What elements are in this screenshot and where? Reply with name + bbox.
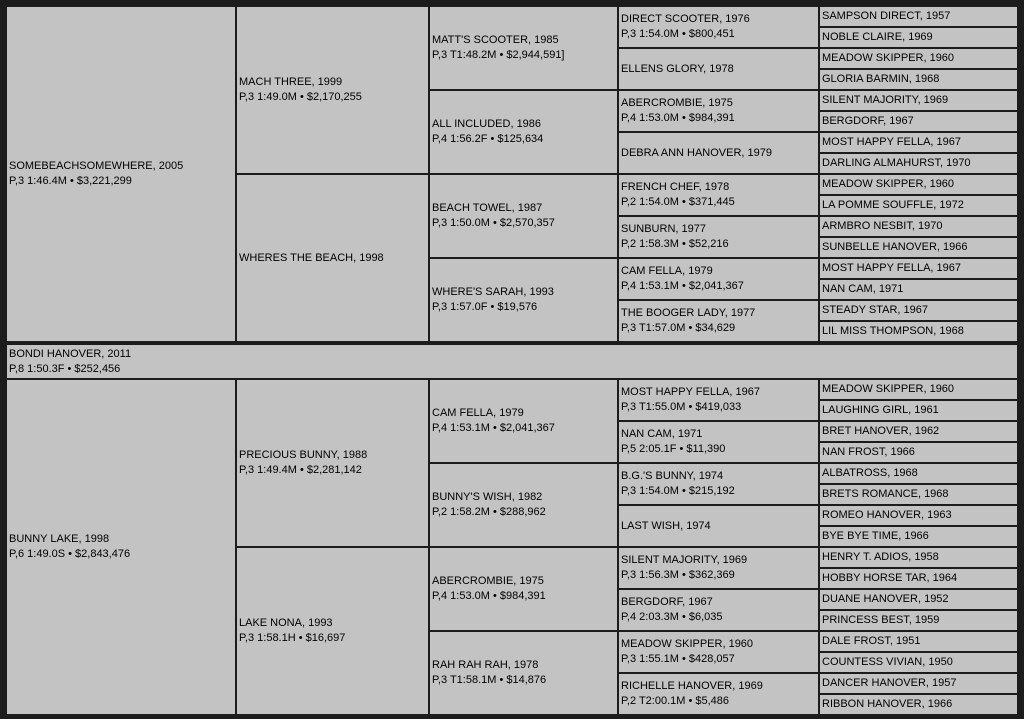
ancestor-gen5 <box>820 443 1017 462</box>
horse-name: BUNNY LAKE, 1998 <box>9 533 110 545</box>
horse-name: WHERES THE BEACH, 1998 <box>239 251 384 264</box>
ancestor-gen5 <box>820 506 1017 525</box>
ancestor-gen5 <box>820 259 1017 278</box>
race-record: P,3 1:55.1M • $428,057 <box>621 653 735 665</box>
horse-name: SUNBELLE HANOVER, 1966 <box>822 241 968 253</box>
race-record: P,4 1:53.0M • $984,391 <box>621 112 735 124</box>
race-record: P,2 1:58.2M • $288,962 <box>432 506 546 518</box>
race-record: P,3 T1:55.0M • $419,033 <box>621 401 742 413</box>
race-record: P,4 1:53.1M • $2,041,367 <box>432 422 555 434</box>
ancestor-gen4 <box>619 7 818 47</box>
ancestor-gen5 <box>820 238 1017 257</box>
horse-name: WHERE'S SARAH, 1993 <box>432 286 554 298</box>
horse-name: BRET HANOVER, 1962 <box>822 425 940 437</box>
horse-name: FRENCH CHEF, 1978 <box>621 181 730 193</box>
horse-name: DANCER HANOVER, 1957 <box>822 677 957 689</box>
ancestor-gen4 <box>619 49 818 89</box>
ancestor-gen5 <box>820 695 1017 714</box>
horse-name: RIBBON HANOVER, 1966 <box>822 698 953 710</box>
horse-name: NAN FROST, 1966 <box>822 446 915 458</box>
ancestor-gen4 <box>619 133 818 173</box>
race-record: P,2 1:58.3M • $52,216 <box>621 238 729 250</box>
horse-name: DALE FROST, 1951 <box>822 635 921 647</box>
ancestor-gen5 <box>820 569 1017 588</box>
ancestor-gen5 <box>820 485 1017 504</box>
ancestor-gen4 <box>619 632 818 672</box>
horse-name: ALBATROSS, 1968 <box>822 467 918 479</box>
race-record: P,4 1:53.0M • $984,391 <box>432 590 546 602</box>
horse-name: LIL MISS THOMPSON, 1968 <box>822 325 964 337</box>
ancestor-gen2 <box>237 548 428 714</box>
race-record: P,3 T1:57.0M • $34,629 <box>621 322 736 334</box>
ancestor-gen5 <box>820 91 1017 110</box>
horse-name: STEADY STAR, 1967 <box>822 304 928 316</box>
ancestor-gen1 <box>7 380 235 714</box>
ancestor-gen5 <box>820 28 1017 47</box>
horse-name: MEADOW SKIPPER, 1960 <box>822 52 955 64</box>
horse-name: CAM FELLA, 1979 <box>621 265 713 277</box>
ancestor-gen5 <box>820 380 1017 399</box>
ancestor-gen1 <box>7 7 235 341</box>
ancestor-gen4 <box>619 548 818 588</box>
horse-name: BEACH TOWEL, 1987 <box>432 202 543 214</box>
horse-name: ABERCROMBIE, 1975 <box>432 575 544 587</box>
ancestor-gen5 <box>820 49 1017 68</box>
ancestor-gen5 <box>820 280 1017 299</box>
horse-name: BERGDORF, 1967 <box>621 596 713 608</box>
subject-horse <box>7 345 1017 378</box>
horse-name: SUNBURN, 1977 <box>621 223 706 235</box>
horse-name: LAST WISH, 1974 <box>621 519 711 532</box>
ancestor-gen5 <box>820 401 1017 420</box>
ancestor-gen5 <box>820 217 1017 236</box>
race-record: P,2 T2:00.1M • $5,486 <box>621 695 730 707</box>
race-record: P,3 1:57.0F • $19,576 <box>432 301 538 313</box>
ancestor-gen3 <box>430 548 617 630</box>
ancestor-gen3 <box>430 91 617 173</box>
race-record: P,3 T1:48.2M • $2,944,591] <box>432 49 565 61</box>
horse-name: LAKE NONA, 1993 <box>239 617 333 629</box>
horse-name: RAH RAH RAH, 1978 <box>432 659 539 671</box>
horse-name: COUNTESS VIVIAN, 1950 <box>822 656 953 668</box>
horse-name: ABERCROMBIE, 1975 <box>621 97 733 109</box>
ancestor-gen4 <box>619 674 818 714</box>
race-record: P,2 1:54.0M • $371,445 <box>621 196 735 208</box>
ancestor-gen4 <box>619 506 818 546</box>
horse-name: DUANE HANOVER, 1952 <box>822 593 949 605</box>
ancestor-gen5 <box>820 301 1017 320</box>
horse-name: ALL INCLUDED, 1986 <box>432 118 542 130</box>
horse-name: SOMEBEACHSOMEWHERE, 2005 <box>9 160 184 172</box>
horse-name: SAMPSON DIRECT, 1957 <box>822 10 951 22</box>
ancestor-gen4 <box>619 380 818 420</box>
horse-name: PRECIOUS BUNNY, 1988 <box>239 449 368 461</box>
race-record: P,3 1:50.0M • $2,570,357 <box>432 217 555 229</box>
race-record: P,3 1:54.0M • $800,451 <box>621 28 735 40</box>
race-record: P,3 T1:58.1M • $14,876 <box>432 674 547 686</box>
horse-name: B.G.'S BUNNY, 1974 <box>621 470 724 482</box>
ancestor-gen5 <box>820 175 1017 194</box>
horse-name: CAM FELLA, 1979 <box>432 407 524 419</box>
race-record: P,6 1:49.0S • $2,843,476 <box>9 548 131 560</box>
ancestor-gen5 <box>820 196 1017 215</box>
ancestor-gen4 <box>619 301 818 341</box>
ancestor-gen5 <box>820 527 1017 546</box>
ancestor-gen5 <box>820 7 1017 26</box>
ancestor-gen3 <box>430 175 617 257</box>
ancestor-gen4 <box>619 464 818 504</box>
horse-name: LA POMME SOUFFLE, 1972 <box>822 199 964 211</box>
race-record: P,5 2:05.1F • $11,390 <box>621 443 726 455</box>
ancestor-gen5 <box>820 422 1017 441</box>
ancestor-gen5 <box>820 611 1017 630</box>
horse-name: BRETS ROMANCE, 1968 <box>822 488 949 500</box>
ancestor-gen3 <box>430 464 617 546</box>
race-record: P,3 1:58.1H • $16,697 <box>239 632 346 644</box>
horse-name: NAN CAM, 1971 <box>621 428 703 440</box>
race-record: P,3 1:54.0M • $215,192 <box>621 485 735 497</box>
horse-name: BONDI HANOVER, 2011 <box>9 347 132 360</box>
ancestor-gen4 <box>619 422 818 462</box>
ancestor-gen3 <box>430 7 617 89</box>
horse-name: GLORIA BARMIN, 1968 <box>822 73 940 85</box>
ancestor-gen3 <box>430 259 617 341</box>
horse-name: LAUGHING GIRL, 1961 <box>822 404 939 416</box>
horse-name: HOBBY HORSE TAR, 1964 <box>822 572 958 584</box>
ancestor-gen5 <box>820 464 1017 483</box>
horse-name: DEBRA ANN HANOVER, 1979 <box>621 146 773 159</box>
ancestor-gen5 <box>820 154 1017 173</box>
race-record: P,3 1:49.4M • $2,281,142 <box>239 464 362 476</box>
horse-name: PRINCESS BEST, 1959 <box>822 614 940 626</box>
ancestor-gen4 <box>619 175 818 215</box>
horse-name: RICHELLE HANOVER, 1969 <box>621 680 763 692</box>
ancestor-gen5 <box>820 70 1017 89</box>
ancestor-gen5 <box>820 632 1017 651</box>
horse-name: DARLING ALMAHURST, 1970 <box>822 157 971 169</box>
horse-name: DIRECT SCOOTER, 1976 <box>621 13 750 25</box>
horse-name: THE BOOGER LADY, 1977 <box>621 307 756 319</box>
race-record: P,4 1:56.2F • $125,634 <box>432 133 544 145</box>
horse-name: MOST HAPPY FELLA, 1967 <box>822 262 961 274</box>
horse-name: MATT'S SCOOTER, 1985 <box>432 34 559 46</box>
race-record: P,3 1:56.3M • $362,369 <box>621 569 735 581</box>
ancestor-gen5 <box>820 590 1017 609</box>
horse-name: BUNNY'S WISH, 1982 <box>432 491 543 503</box>
horse-name: NAN CAM, 1971 <box>822 283 904 295</box>
horse-name: ELLENS GLORY, 1978 <box>621 62 734 75</box>
ancestor-gen5 <box>820 322 1017 341</box>
horse-name: ARMBRO NESBIT, 1970 <box>822 220 943 232</box>
horse-name: MEADOW SKIPPER, 1960 <box>621 638 754 650</box>
horse-name: SILENT MAJORITY, 1969 <box>621 554 748 566</box>
ancestor-gen3 <box>430 380 617 462</box>
ancestor-gen4 <box>619 590 818 630</box>
horse-name: MOST HAPPY FELLA, 1967 <box>621 386 760 398</box>
ancestor-gen4 <box>619 259 818 299</box>
race-record: P,3 1:49.0M • $2,170,255 <box>239 91 362 103</box>
ancestor-gen3 <box>430 632 617 714</box>
race-record: P,4 2:03.3M • $6,035 <box>621 611 723 623</box>
horse-name: BERGDORF, 1967 <box>822 115 914 127</box>
ancestor-gen4 <box>619 91 818 131</box>
horse-name: NOBLE CLAIRE, 1969 <box>822 31 933 43</box>
ancestor-gen5 <box>820 674 1017 693</box>
ancestor-gen5 <box>820 653 1017 672</box>
horse-name: MEADOW SKIPPER, 1960 <box>822 383 955 395</box>
race-record: P,8 1:50.3F • $252,456 <box>9 362 121 375</box>
ancestor-gen2 <box>237 7 428 173</box>
horse-name: HENRY T. ADIOS, 1958 <box>822 551 939 563</box>
horse-name: SILENT MAJORITY, 1969 <box>822 94 949 106</box>
horse-name: ROMEO HANOVER, 1963 <box>822 509 952 521</box>
ancestor-gen5 <box>820 133 1017 152</box>
horse-name: MEADOW SKIPPER, 1960 <box>822 178 955 190</box>
ancestor-gen5 <box>820 548 1017 567</box>
race-record: P,3 1:46.4M • $3,221,299 <box>9 175 132 187</box>
horse-name: MOST HAPPY FELLA, 1967 <box>822 136 961 148</box>
ancestor-gen4 <box>619 217 818 257</box>
horse-name: BYE BYE TIME, 1966 <box>822 530 929 542</box>
ancestor-gen2 <box>237 175 428 341</box>
race-record: P,4 1:53.1M • $2,041,367 <box>621 280 744 292</box>
ancestor-gen2 <box>237 380 428 546</box>
ancestor-gen5 <box>820 112 1017 131</box>
horse-name: MACH THREE, 1999 <box>239 76 343 88</box>
